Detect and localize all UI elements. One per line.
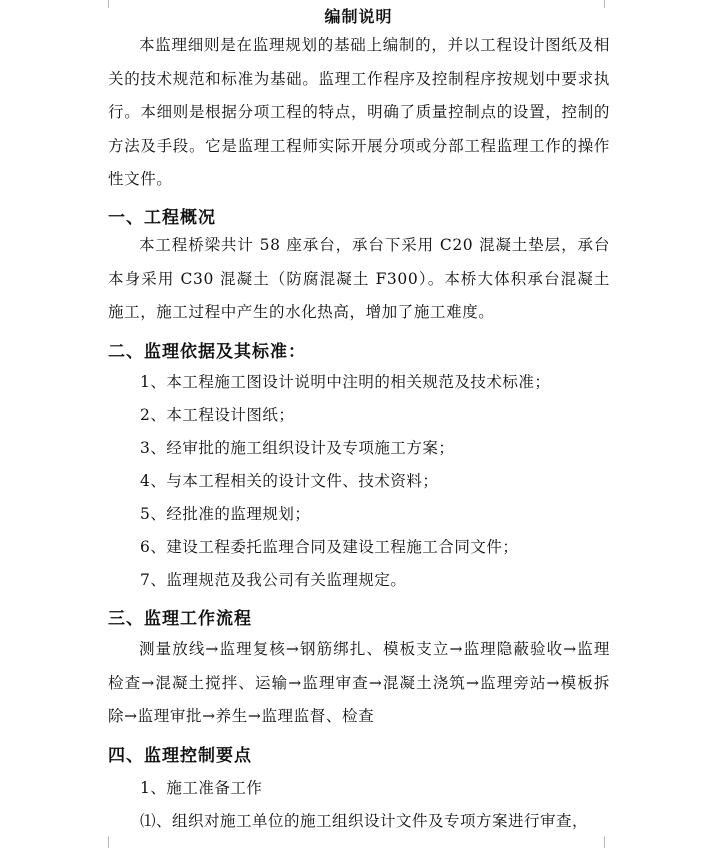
section-heading-overview: 一、工程概况	[108, 208, 216, 228]
page-corner-mark	[604, 836, 625, 848]
list-item: 4、与本工程相关的设计文件、技术资料；	[140, 472, 439, 490]
list-item: 7、监理规范及我公司有关监理规定。	[140, 571, 407, 589]
list-item: 6、建设工程委托监理合同及建设工程施工合同文件；	[140, 538, 519, 556]
workflow-paragraph: 测量放线→监理复核→钢筋绑扎、模板支立→监理隐蔽验收→监理检查→混凝土搅拌、运输→监理审查→混凝土浇筑→监理旁站→模板拆除→监理审批→养生→监理监督、检查	[108, 640, 610, 725]
overview-paragraph: 本工程桥梁共计 58 座承台，承台下采用 C20 混凝土垫层，承台本身采用 C30 混凝土（防腐混凝土 F300）。本桥大体积承台混凝土施工，施工过程中产生的水化热高，增加了施工难度。	[108, 236, 610, 321]
intro-paragraph: 本监理细则是在监理规划的基础上编制的，并以工程设计图纸及相关的技术规范和标准为基础。监理工作程序及控制程序按规划中要求执行。本细则是根据分项工程的特点，明确了质量控制点的设置，控制的方法及手段。它是监理工程师实际开展分项或分部工程监理工作的操作性文件。	[108, 36, 610, 188]
document-title: 编制说明	[324, 7, 393, 26]
section-heading-workflow: 三、监理工作流程	[108, 609, 252, 629]
control-subheading: 1、施工准备工作	[140, 779, 263, 797]
section-heading-basis: 二、监理依据及其标准：	[108, 342, 306, 362]
page-corner-mark	[88, 836, 109, 848]
list-item: 3、经审批的施工组织设计及专项施工方案；	[140, 439, 455, 457]
control-item: ⑴、组织对施工单位的施工组织设计文件及专项方案进行审查，	[140, 812, 589, 830]
list-item: 5、经批准的监理规划；	[140, 505, 311, 523]
list-item: 1、本工程施工图设计说明中注明的相关规范及技术标准；	[140, 373, 551, 391]
list-item: 2、本工程设计图纸；	[140, 406, 295, 424]
basis-list	[140, 366, 620, 597]
section-heading-control: 四、监理控制要点	[108, 746, 252, 766]
